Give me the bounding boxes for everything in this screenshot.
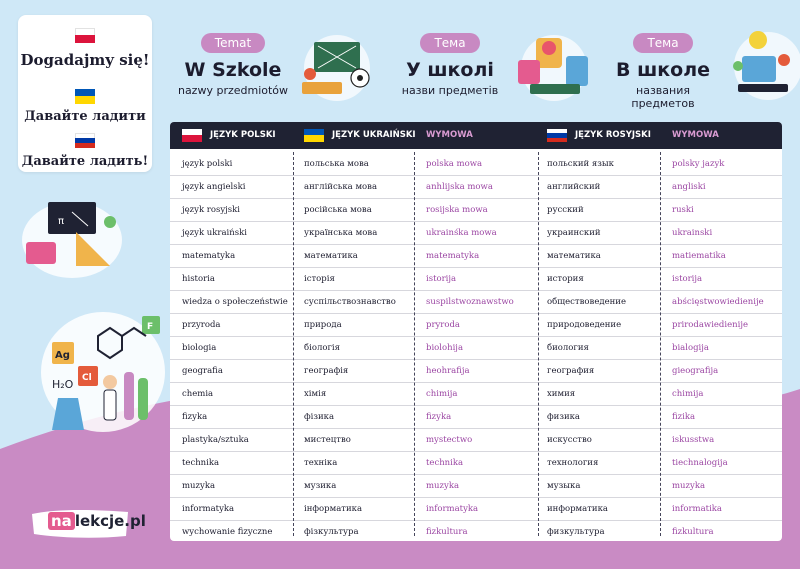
svg-text:F: F: [147, 322, 154, 332]
table-row: [170, 360, 782, 383]
cell-ukrainian: мистецтво: [304, 435, 351, 445]
cell-polish: przyroda: [182, 320, 221, 330]
header-russian: [603, 32, 723, 110]
cell-ukrainian: хімія: [304, 389, 327, 399]
cell-ukrainian: інформатика: [304, 504, 363, 514]
topic-tag: Тема: [633, 33, 692, 53]
table-row: [170, 337, 782, 360]
table-row: [170, 498, 782, 521]
topic-tag: Тема: [420, 33, 479, 53]
table-row: [170, 199, 782, 222]
cell-pronunciation: rosijska mowa: [426, 205, 488, 215]
cell-pronunciation: heohrafija: [426, 366, 470, 376]
vocabulary-table: [170, 122, 782, 541]
table-row: [170, 383, 782, 406]
table-header: [170, 122, 782, 149]
table-row: [170, 314, 782, 337]
logo-text: lekcje.pl: [74, 512, 146, 530]
cell-pronunciation: muzyka: [672, 481, 706, 491]
cell-pronunciation: ukrainśka mowa: [426, 228, 497, 238]
cell-ukrainian: природа: [304, 320, 342, 330]
cell-polish: plastyka/sztuka: [182, 435, 249, 445]
cell-pronunciation: pryroda: [426, 320, 460, 330]
table-row: [170, 521, 782, 541]
table-row: [170, 176, 782, 199]
cell-ukrainian: фізика: [304, 412, 335, 422]
cell-polish: chemia: [182, 389, 214, 399]
cell-pronunciation: fizkultura: [672, 527, 714, 537]
cell-russian: информатика: [547, 504, 608, 514]
cell-russian: физика: [547, 412, 580, 422]
cell-pronunciation: gieografija: [672, 366, 719, 376]
ukraine-flag-icon: [304, 129, 324, 142]
cell-polish: informatyka: [182, 504, 235, 514]
cell-pronunciation: informatika: [672, 504, 722, 514]
column-divider: [660, 152, 661, 536]
column-header-pronunciation-russian: WYMOWA: [672, 130, 719, 140]
cell-pronunciation: matematyka: [426, 251, 480, 261]
cell-pronunciation: chimija: [672, 389, 704, 399]
sports-illustration: [296, 30, 378, 102]
cell-russian: музыка: [547, 481, 581, 491]
cell-polish: wiedza o społeczeństwie: [182, 297, 288, 307]
table-row: [170, 429, 782, 452]
cell-pronunciation: iskusstwa: [672, 435, 715, 445]
cell-pronunciation: polsky jazyk: [672, 159, 725, 169]
biology-illustration: [510, 30, 598, 102]
topic-subtitle: названия предметов: [631, 84, 695, 110]
cell-polish: fizyka: [182, 412, 208, 422]
table-row: [170, 406, 782, 429]
topic-title: У школі: [406, 59, 494, 81]
table-row: [170, 153, 782, 176]
cell-pronunciation: bialogija: [672, 343, 709, 353]
topic-subtitle: nazwy przedmiotów: [177, 84, 289, 97]
cell-pronunciation: mystectwo: [426, 435, 473, 445]
cell-ukrainian: біологія: [304, 343, 341, 353]
cell-ukrainian: фізкультура: [304, 527, 359, 537]
cell-ukrainian: географія: [304, 366, 349, 376]
cell-russian: физкультура: [547, 527, 605, 537]
cell-pronunciation: biolohija: [426, 343, 464, 353]
cell-russian: биология: [547, 343, 589, 353]
svg-text:Ag: Ag: [55, 350, 70, 361]
table-row: [170, 291, 782, 314]
column-header-ukrainian: JĘZYK UKRAIŃSKI: [304, 122, 422, 149]
cell-polish: biologia: [182, 343, 217, 353]
russia-flag-icon: [547, 129, 567, 142]
cell-ukrainian: техніка: [304, 458, 338, 468]
table-row: [170, 245, 782, 268]
cell-russian: химия: [547, 389, 576, 399]
cell-russian: искусство: [547, 435, 592, 445]
cell-ukrainian: суспільствознавство: [304, 297, 396, 307]
cell-pronunciation: chimija: [426, 389, 458, 399]
cell-russian: природоведение: [547, 320, 622, 330]
cell-pronunciation: fizyka: [426, 412, 452, 422]
cell-ukrainian: історія: [304, 274, 335, 284]
column-divider: [293, 152, 294, 536]
chemistry-illustration: [38, 306, 168, 436]
art-illustration: [728, 26, 800, 102]
cell-russian: польский язык: [547, 159, 614, 169]
cell-pronunciation: abścięstwowiedienije: [672, 297, 764, 307]
logo-badge: na: [48, 512, 75, 530]
cell-russian: украинский: [547, 228, 601, 238]
cell-ukrainian: математика: [304, 251, 358, 261]
cell-pronunciation: suspilstwoznawstwo: [426, 297, 514, 307]
cell-pronunciation: ukrainski: [672, 228, 713, 238]
russia-flag-icon: [75, 133, 95, 148]
cell-polish: język polski: [182, 159, 233, 169]
cell-ukrainian: англійська мова: [304, 182, 378, 192]
cell-polish: historia: [182, 274, 215, 284]
cell-polish: język ukraiński: [182, 228, 247, 238]
cell-polish: muzyka: [182, 481, 216, 491]
cell-pronunciation: anhlijska mowa: [426, 182, 493, 192]
cell-pronunciation: fizkultura: [426, 527, 468, 537]
math-illustration: [18, 192, 126, 280]
cell-ukrainian: російська мова: [304, 205, 372, 215]
cell-polish: wychowanie fizyczne: [182, 527, 273, 537]
header-polish: [172, 32, 294, 97]
cell-russian: английский: [547, 182, 601, 192]
cell-polish: język rosyjski: [182, 205, 241, 215]
cell-pronunciation: tiechnalogija: [672, 458, 728, 468]
cell-pronunciation: matiematika: [672, 251, 726, 261]
header-ukrainian: [395, 32, 505, 97]
cell-russian: история: [547, 274, 584, 284]
topic-tag: Temat: [201, 33, 265, 53]
topic-subtitle: назви предметів: [401, 84, 499, 97]
table-row: [170, 268, 782, 291]
topic-title: В школе: [615, 59, 711, 81]
nalekcje-logo: [30, 506, 146, 540]
cell-russian: русский: [547, 205, 584, 215]
cell-pronunciation: angliski: [672, 182, 706, 192]
poland-flag-icon: [75, 28, 95, 43]
svg-text:π: π: [58, 216, 65, 227]
cell-polish: geografia: [182, 366, 223, 376]
cell-pronunciation: prirodawiedienije: [672, 320, 748, 330]
column-header-pronunciation-ukrainian: WYMOWA: [426, 130, 473, 140]
cell-pronunciation: muzyka: [426, 481, 460, 491]
cell-polish: technika: [182, 458, 220, 468]
cell-polish: matematyka: [182, 251, 236, 261]
column-divider: [414, 152, 415, 536]
ukraine-flag-icon: [75, 89, 95, 104]
cell-pronunciation: technika: [426, 458, 464, 468]
cell-pronunciation: polska mowa: [426, 159, 483, 169]
greeting-russian: Давайте ладить!: [21, 154, 149, 169]
column-divider: [538, 152, 539, 536]
cell-russian: математика: [547, 251, 601, 261]
cell-ukrainian: українська мова: [304, 228, 378, 238]
cell-ukrainian: польська мова: [304, 159, 369, 169]
cell-pronunciation: ruski: [672, 205, 694, 215]
cell-russian: обществоведение: [547, 297, 626, 307]
cell-pronunciation: informatyka: [426, 504, 479, 514]
greeting-polish: Dogadajmy się!: [20, 51, 150, 69]
cell-polish: język angielski: [182, 182, 246, 192]
cell-russian: география: [547, 366, 595, 376]
greeting-card: [18, 15, 152, 172]
table-row: [170, 475, 782, 498]
column-header-polish: JĘZYK POLSKI: [182, 122, 300, 149]
cell-pronunciation: fizika: [672, 412, 696, 422]
cell-russian: технология: [547, 458, 599, 468]
poland-flag-icon: [182, 129, 202, 142]
cell-pronunciation: istorija: [672, 274, 703, 284]
topic-title: W Szkole: [184, 59, 282, 81]
table-row: [170, 452, 782, 475]
svg-text:H₂O: H₂O: [52, 378, 74, 391]
svg-text:Cl: Cl: [82, 373, 92, 383]
greeting-ukrainian: Давайте ладити: [24, 109, 146, 124]
table-row: [170, 222, 782, 245]
cell-ukrainian: музика: [304, 481, 337, 491]
cell-pronunciation: istorija: [426, 274, 457, 284]
column-header-russian: JĘZYK ROSYJSKI: [547, 122, 665, 149]
